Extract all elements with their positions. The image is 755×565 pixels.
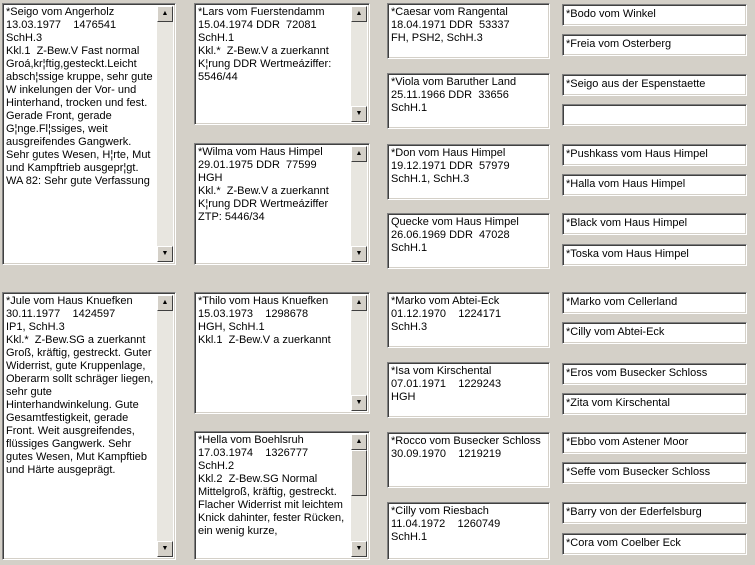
gen4-box-6[interactable] bbox=[562, 174, 747, 196]
gen4-box-9[interactable] bbox=[562, 292, 747, 314]
gen3-text-6[interactable]: *Isa vom Kirschental 07.01.1971 1229243 HGH bbox=[391, 365, 502, 403]
scrollbar[interactable] bbox=[351, 295, 367, 411]
gen4-text-11[interactable]: *Eros vom Busecker Schloss bbox=[566, 367, 708, 379]
gen4-box-15[interactable] bbox=[562, 502, 747, 524]
gen4-box-3[interactable] bbox=[562, 74, 747, 96]
scroll-up-button[interactable]: ▲ bbox=[351, 295, 367, 311]
gen3-box-4[interactable] bbox=[387, 213, 550, 269]
gen4-box-12[interactable] bbox=[562, 393, 747, 415]
gen4-box-1[interactable] bbox=[562, 4, 747, 26]
dam-text[interactable]: *Jule vom Haus Knuefken 30.11.1977 1424597 IP1, SchH.3 Kkl.* Z-Bew.SG a zuerkannt Groß, kräftig, gestreckt. Guter Widerrist, gute Kruppenlage, Oberarm sollt schräger liegen, sehr gute Hinterhandwinkelung. Gute Gesamtfestigkeit, gerade Front. Weit ausgreifendes, flüssiges Gangwerk. Sehr gutes Wesen, Mut Kampftieb und Härte ausgeprägt. bbox=[6, 295, 154, 476]
scroll-up-button[interactable]: ▲ bbox=[157, 6, 173, 22]
gen3-text-5[interactable]: *Marko vom Abtei-Eck 01.12.1970 1224171 SchH.3 bbox=[391, 295, 502, 333]
gen3-box-6[interactable] bbox=[387, 362, 550, 418]
dam-box[interactable] bbox=[2, 292, 176, 560]
sire-text[interactable]: *Seigo vom Angerholz 13.03.1977 1476541 SchH.3 Kkl.1 Z-Bew.V Fast normal Groá,kr¦ftig,gesteckt.Leicht absch¦ssige kruppe, sehr gute W inkelungen der Vor- und Hinterhand, trocken und fest. Gerade Front, gerade G¦nge.Fl¦ssiges, weit ausgreifendes Gangwerk. Sehr gutes Wesen, H¦rte, Mut und Kampftrieb ausgepr¦gt. WA 82: Sehr gute Verfassung bbox=[6, 6, 153, 187]
gen3-text-7[interactable]: *Rocco vom Busecker Schloss 30.09.1970 1219219 bbox=[391, 435, 541, 460]
gen2-box-1[interactable] bbox=[194, 3, 370, 125]
gen4-text-16[interactable]: *Cora vom Coelber Eck bbox=[566, 537, 681, 549]
gen3-box-5[interactable] bbox=[387, 292, 550, 348]
scrollbar[interactable] bbox=[157, 295, 173, 557]
gen4-text-14[interactable]: *Seffe vom Busecker Schloss bbox=[566, 466, 711, 478]
gen3-box-1[interactable] bbox=[387, 3, 550, 59]
scroll-down-button[interactable]: ▼ bbox=[351, 246, 367, 262]
scrollbar[interactable] bbox=[351, 434, 367, 557]
scrollbar[interactable] bbox=[351, 6, 367, 122]
scrollbar[interactable] bbox=[351, 146, 367, 262]
gen3-text-4[interactable]: Quecke vom Haus Himpel 26.06.1969 DDR 47028 SchH.1 bbox=[391, 216, 519, 254]
gen4-text-9[interactable]: *Marko vom Cellerland bbox=[566, 296, 678, 308]
scroll-down-button[interactable]: ▼ bbox=[351, 541, 367, 557]
scroll-thumb[interactable] bbox=[351, 450, 367, 496]
gen4-box-8[interactable] bbox=[562, 244, 747, 266]
scroll-up-button[interactable]: ▲ bbox=[351, 146, 367, 162]
gen3-box-7[interactable] bbox=[387, 432, 550, 488]
gen4-text-12[interactable]: *Zita vom Kirschental bbox=[566, 397, 670, 409]
scroll-up-button[interactable]: ▲ bbox=[351, 6, 367, 22]
scroll-up-button[interactable]: ▲ bbox=[157, 295, 173, 311]
gen4-box-10[interactable] bbox=[562, 322, 747, 344]
gen4-box-2[interactable] bbox=[562, 34, 747, 56]
gen2-text-4[interactable]: *Hella vom Boehlsruh 17.03.1974 1326777 SchH.2 Kkl.2 Z-Bew.SG Normal Mittelgroß, kräftig, gestreckt. Flacher Widerrist mit leichtem Knick dahinter, fester Rücken, ein wenig kurze, bbox=[198, 434, 345, 537]
gen4-box-4[interactable] bbox=[562, 104, 747, 126]
gen4-box-14[interactable] bbox=[562, 462, 747, 484]
gen4-text-1[interactable]: *Bodo vom Winkel bbox=[566, 8, 656, 20]
gen2-box-2[interactable] bbox=[194, 143, 370, 265]
sire-box[interactable] bbox=[2, 3, 176, 265]
gen2-box-4[interactable] bbox=[194, 431, 370, 560]
gen4-box-7[interactable] bbox=[562, 213, 747, 235]
scroll-up-button[interactable]: ▲ bbox=[351, 434, 367, 450]
gen4-text-3[interactable]: *Seigo aus der Espenstaette bbox=[566, 78, 706, 90]
gen4-box-11[interactable] bbox=[562, 363, 747, 385]
gen4-text-13[interactable]: *Ebbo vom Astener Moor bbox=[566, 436, 689, 448]
gen4-text-15[interactable]: *Barry von der Ederfelsburg bbox=[566, 506, 702, 518]
gen2-text-1[interactable]: *Lars vom Fuerstendamm 15.04.1974 DDR 72081 SchH.1 Kkl.* Z-Bew.V a zuerkannt K¦rung DDR Wertmeáziffer: 5546/44 bbox=[198, 6, 332, 83]
gen3-box-3[interactable] bbox=[387, 144, 550, 200]
gen4-text-10[interactable]: *Cilly vom Abtei-Eck bbox=[566, 326, 665, 338]
gen3-text-8[interactable]: *Cilly vom Riesbach 11.04.1972 1260749 SchH.1 bbox=[391, 505, 501, 543]
scroll-down-button[interactable]: ▼ bbox=[351, 395, 367, 411]
gen4-box-16[interactable] bbox=[562, 533, 747, 555]
gen4-text-8[interactable]: *Toska vom Haus Himpel bbox=[566, 248, 689, 260]
scroll-down-button[interactable]: ▼ bbox=[351, 106, 367, 122]
scrollbar[interactable] bbox=[157, 6, 173, 262]
gen2-text-2[interactable]: *Wilma vom Haus Himpel 29.01.1975 DDR 77599 HGH Kkl.* Z-Bew.V a zuerkannt K¦rung DDR Wertmeáziffer ZTP: 5446/34 bbox=[198, 146, 329, 223]
gen2-text-3[interactable]: *Thilo vom Haus Knuefken 15.03.1973 1298678 HGH, SchH.1 Kkl.1 Z-Bew.V a zuerkannt bbox=[198, 295, 331, 346]
gen4-box-13[interactable] bbox=[562, 432, 747, 454]
gen3-text-3[interactable]: *Don vom Haus Himpel 19.12.1971 DDR 57979 SchH.1, SchH.3 bbox=[391, 147, 510, 185]
gen4-text-5[interactable]: *Pushkass vom Haus Himpel bbox=[566, 148, 708, 160]
gen4-text-7[interactable]: *Black vom Haus Himpel bbox=[566, 217, 688, 229]
gen3-box-8[interactable] bbox=[387, 502, 550, 560]
gen4-box-5[interactable] bbox=[562, 144, 747, 166]
scroll-down-button[interactable]: ▼ bbox=[157, 541, 173, 557]
gen2-box-3[interactable] bbox=[194, 292, 370, 414]
gen3-text-1[interactable]: *Caesar vom Rangental 18.04.1971 DDR 53337 FH, PSH2, SchH.3 bbox=[391, 6, 510, 44]
gen4-text-2[interactable]: *Freia vom Osterberg bbox=[566, 38, 672, 50]
gen3-text-2[interactable]: *Viola vom Baruther Land 25.11.1966 DDR 33656 SchH.1 bbox=[391, 76, 517, 114]
gen3-box-2[interactable] bbox=[387, 73, 550, 129]
gen4-text-6[interactable]: *Halla vom Haus Himpel bbox=[566, 178, 686, 190]
scroll-down-button[interactable]: ▼ bbox=[157, 246, 173, 262]
